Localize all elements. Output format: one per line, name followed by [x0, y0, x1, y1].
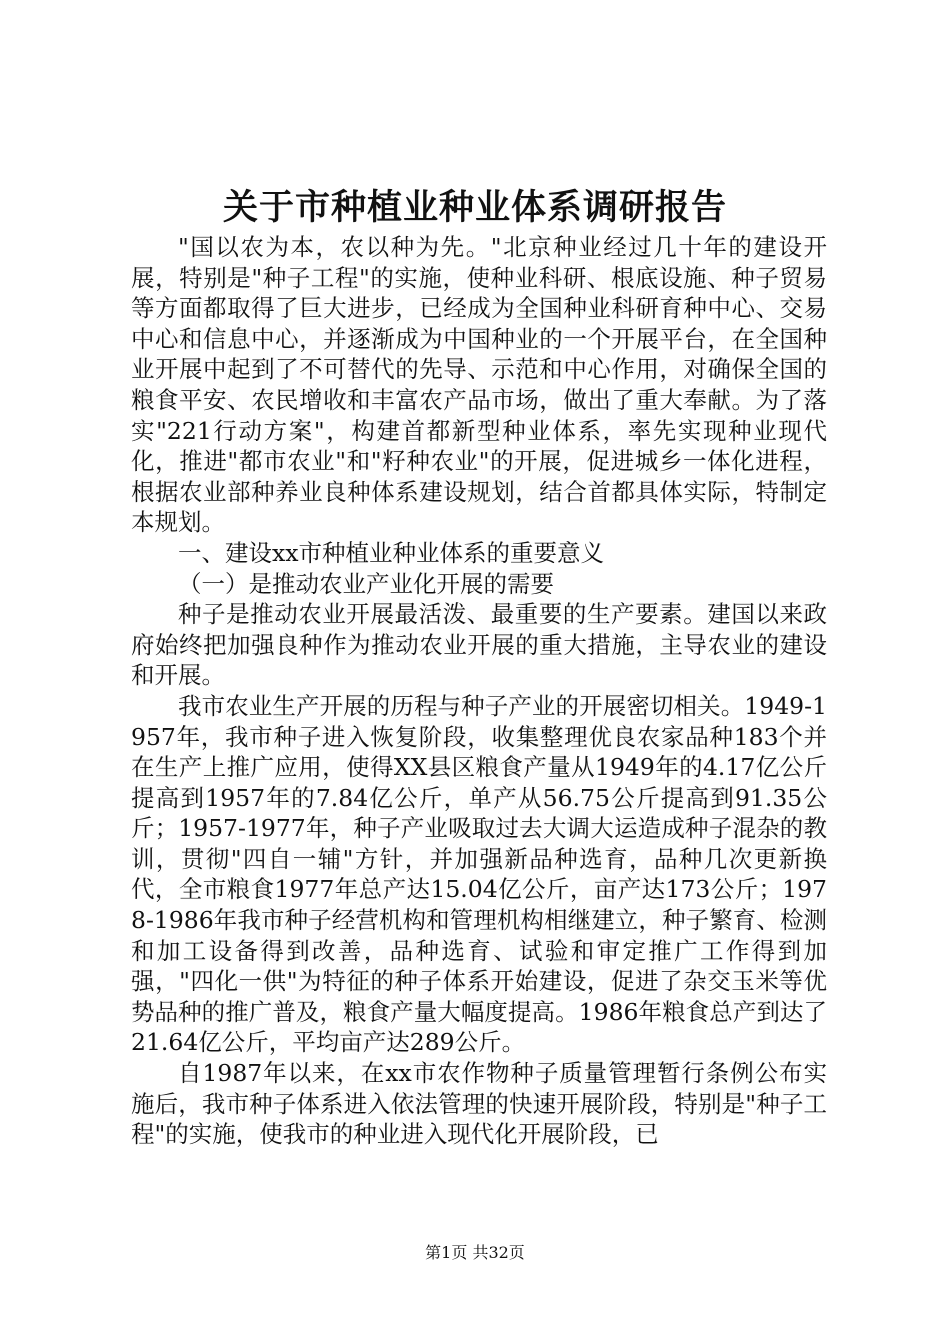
page-footer: 第1页 共32页	[425, 1243, 525, 1262]
paragraph-since-1987: 自1987年以来，在xx市农作物种子质量管理暂行条例公布实施后，我市种子体系进入依法管理的快速开展阶段，特别是"种子工程"的实施，使我市的种业进入现代化开展阶段，已	[131, 1059, 827, 1149]
paragraph-history: 我市农业生产开展的历程与种子产业的开展密切相关。1949-1957年，我市种子进入恢复阶段，收集整理优良农家品种183个并在生产上推广应用，使得XX县区粮食产量从1949年的4.17亿公斤提高到1957年的7.84亿公斤，单产从56.75公斤提高到91.35公斤；1957-1977年，种子产业吸取过去大调大运造成种子混杂的教训，贯彻"四自一辅"方针，并加强新品种选育，品种几次更新换代，全市粮食1977年总产达15.04亿公斤，亩产达173公斤；1978-1986年我市种子经营机构和管理机构相继建立，种子繁育、检测和加工设备得到改善，品种选育、试验和审定推广工作得到加强，"四化一供"为特征的种子体系开始建设，促进了杂交玉米等优势品种的推广普及，粮食产量大幅度提高。1986年粮食总产到达了21.64亿公斤，平均亩产达289公斤。	[131, 691, 827, 1057]
document-title: 关于市种植业种业体系调研报告	[222, 187, 727, 228]
paragraph-intro: "国以农为本，农以种为先。"北京种业经过几十年的建设开展，特别是"种子工程"的实施，使种业科研、根底设施、种子贸易等方面都取得了巨大进步，已经成为全国种业科研育种中心、交易中心和信息中心，并逐渐成为中国种业的一个开展平台，在全国种业开展中起到了不可替代的先导、示范和中心作用，对确保全国的粮食平安、农民增收和丰富农产品市场，做出了重大奉献。为了落实"221行动方案"，构建首都新型种业体系，率先实现种业现代化，推进"都市农业"和"籽种农业"的开展，促进城乡一体化进程，根据农业部种养业良种体系建设规划，结合首都具体实际，特制定本规划。	[131, 233, 827, 537]
document-body	[131, 232, 827, 1150]
subsection-heading-1: （一）是推动农业产业化开展的需要	[178, 569, 554, 598]
paragraph-seed-importance: 种子是推动农业开展最活泼、最重要的生产要素。建国以来政府始终把加强良种作为推动农业开展的重大措施，主导农业的建设和开展。	[131, 600, 827, 690]
section-heading-1: 一、建设xx市种植业种业体系的重要意义	[178, 538, 605, 567]
